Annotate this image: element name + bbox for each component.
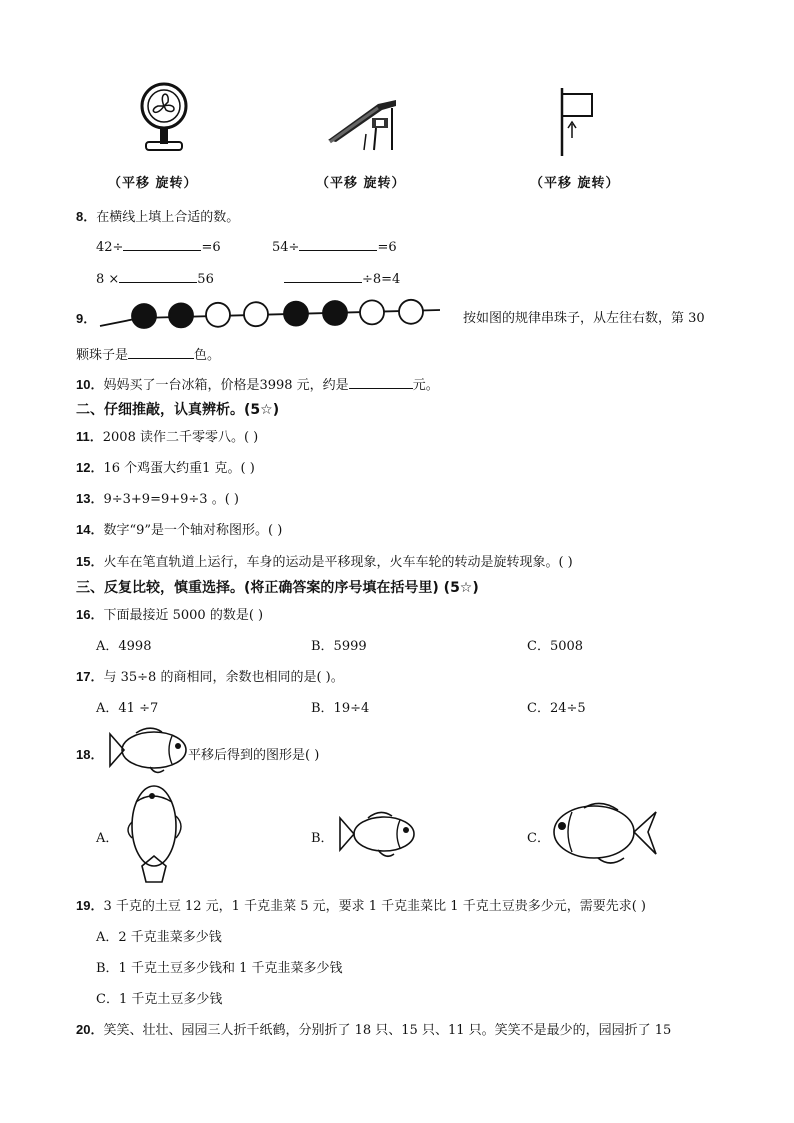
black-bead — [284, 302, 308, 326]
q8-b-pre: 54÷ — [272, 240, 300, 255]
question-number: 15． — [76, 554, 104, 569]
caption-trolley: （平移 旋转） — [316, 176, 406, 191]
q8-c-pre: 8 × — [96, 272, 120, 287]
option-b[interactable]: B．5999 — [311, 639, 367, 654]
black-bead — [132, 304, 156, 328]
question-15 — [76, 551, 573, 570]
flag-picture — [556, 86, 598, 158]
question-9-number — [76, 308, 96, 327]
q8-a-post: =6 — [201, 240, 221, 255]
question-number: 20． — [76, 1022, 104, 1037]
question-13 — [76, 488, 239, 507]
question-text: 9÷3+9=9+9÷3 。( ) — [103, 492, 239, 507]
option-c[interactable]: C．5008 — [527, 639, 584, 654]
question-9-text: 按如图的规律串珠子，从左往右数，第 30 — [463, 311, 705, 326]
q9-line2-post: 色。 — [194, 348, 221, 363]
section-2-heading: 二、仔细推敲，认真辨析。(5☆) — [76, 402, 280, 418]
bead-string — [100, 296, 446, 332]
q8-c-post: 56 — [197, 272, 214, 287]
question-number: 9． — [76, 311, 97, 326]
q8-a-pre: 42÷ — [96, 240, 124, 255]
q10-post: 元。 — [412, 378, 439, 393]
question-10 — [76, 374, 439, 393]
question-text: 与 35÷8 的商相同，余数也相同的是( )。 — [103, 670, 344, 685]
q8-blank-d — [284, 270, 400, 287]
white-bead — [399, 300, 423, 324]
fan-picture — [140, 82, 190, 158]
white-bead — [244, 302, 268, 326]
white-bead — [360, 300, 384, 324]
q9-line2-pre: 颗珠子是 — [76, 348, 129, 363]
option-b[interactable]: B． — [311, 831, 334, 846]
q10-pre: 妈妈买了一台冰箱，价格是3998 元，约是 — [103, 378, 349, 393]
option-c[interactable]: C． — [527, 831, 550, 846]
q8-b-post: =6 — [377, 240, 397, 255]
option-c[interactable]: C．1 千克土豆多少钱 — [96, 992, 223, 1007]
answer-blank[interactable] — [119, 270, 197, 283]
answer-blank[interactable] — [299, 238, 377, 251]
question-17 — [76, 666, 344, 685]
trolley-picture — [326, 98, 400, 154]
question-12 — [76, 457, 255, 476]
option-b[interactable]: B．1 千克土豆多少钱和 1 千克韭菜多少钱 — [96, 961, 343, 976]
caption-fan: （平移 旋转） — [108, 176, 198, 191]
question-text: 3 千克的土豆 12 元，1 千克韭菜 5 元，要求 1 千克韭菜比 1 千克土豆贵多少元，需要先求( ) — [103, 899, 646, 914]
question-text: 下面最接近 5000 的数是( ) — [103, 608, 264, 623]
question-number: 18． — [76, 747, 104, 762]
caption-flag: （平移 旋转） — [530, 176, 620, 191]
question-20 — [76, 1019, 671, 1038]
fish-option-c-picture[interactable] — [548, 798, 660, 868]
answer-blank[interactable] — [123, 238, 201, 251]
question-text: 2008 读作二千零零八。( ) — [102, 430, 259, 445]
black-bead — [323, 301, 347, 325]
question-11 — [76, 426, 258, 445]
fish-option-a-picture[interactable] — [122, 782, 188, 884]
question-18-number — [76, 744, 103, 763]
question-text: 在横线上填上合适的数。 — [96, 210, 240, 225]
section-3-heading: 三、反复比较，慎重选择。(将正确答案的序号填在括号里) (5☆) — [76, 580, 479, 596]
question-number: 13． — [76, 491, 104, 506]
option-a[interactable]: A．4998 — [96, 639, 152, 654]
question-text: 数字“9”是一个轴对称图形。( ) — [103, 523, 283, 538]
option-a[interactable]: A． — [96, 831, 119, 846]
question-16 — [76, 604, 263, 623]
question-number: 8． — [76, 209, 97, 224]
option-b[interactable]: B．19÷4 — [311, 701, 370, 716]
question-text: 笑笑、壮壮、园园三人折千纸鹤，分别折了 18 只、15 只、11 只。笑笑不是最少的，园园折了 15 — [103, 1023, 672, 1038]
q8-blank-b — [272, 238, 397, 255]
white-bead — [206, 303, 230, 327]
question-number: 11． — [76, 429, 103, 444]
question-number: 17． — [76, 669, 104, 684]
fish-original-picture — [106, 724, 186, 778]
answer-blank[interactable] — [128, 346, 194, 359]
black-bead — [169, 303, 193, 327]
question-18-text: 平移后得到的图形是( ) — [188, 748, 320, 763]
fish-option-b-picture[interactable] — [336, 806, 418, 862]
q8-blank-c — [96, 270, 214, 287]
question-text: 16 个鸡蛋大约重1 克。( ) — [103, 461, 255, 476]
question-number: 16． — [76, 607, 104, 622]
question-text: 火车在笔直轨道上运行，车身的运动是平移现象，火车车轮的转动是旋转现象。( ) — [103, 555, 573, 570]
answer-blank[interactable] — [349, 376, 413, 389]
question-number: 10． — [76, 377, 104, 392]
q8-d-post: ÷8=4 — [362, 272, 401, 287]
question-number: 12． — [76, 460, 104, 475]
question-number: 14． — [76, 522, 104, 537]
option-c[interactable]: C．24÷5 — [527, 701, 586, 716]
question-14 — [76, 519, 282, 538]
answer-blank[interactable] — [284, 270, 362, 283]
question-8 — [76, 206, 239, 225]
question-19 — [76, 895, 646, 914]
question-9-line2 — [76, 344, 220, 363]
question-number: 19． — [76, 898, 104, 913]
q8-blank-a — [96, 238, 221, 255]
option-a[interactable]: A．2 千克韭菜多少钱 — [96, 930, 222, 945]
option-a[interactable]: A．41 ÷7 — [96, 701, 159, 716]
